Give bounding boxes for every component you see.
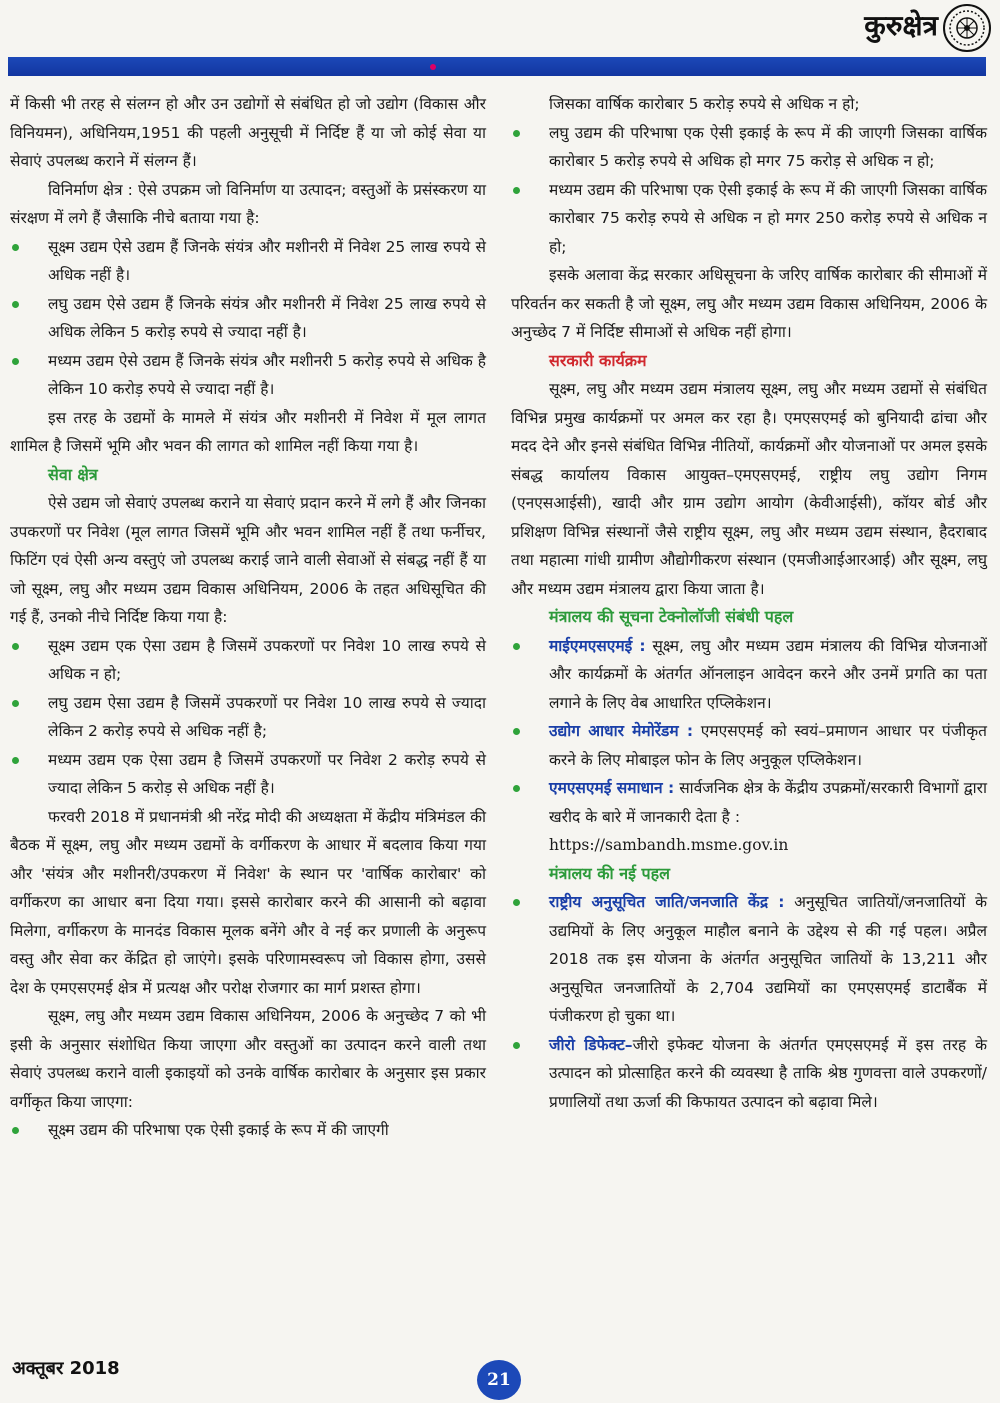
manufacturing-list [10, 233, 486, 404]
item-text: अनुसूचित जातियों/जनजातियों के उद्यमियों के लिए अनुकूल माहौल बनाने के उद्देश्य से की गई पहल। अप्रैल 2018 तक इस योजना के अंतर्गत अनुसूचित जातियों के 13,211 और अनुसूचित जनजातियों के 2,704 उद्यमियों का एमएसएमई डाटाबैंक में पंजीकरण हो चुका था। [549, 893, 987, 1025]
list-item [511, 888, 987, 1031]
classification-list-continued [511, 119, 987, 262]
list-item [511, 717, 987, 774]
magazine-title: कुरुक्षेत्र [864, 9, 938, 42]
section-heading-new-initiatives: मंत्रालय की नई पहल [549, 863, 670, 883]
service-list [10, 632, 486, 803]
paragraph: इस तरह के उद्यमों के मामले में संयंत्र और मशीनरी में निवेश में मूल लागत शामिल है जिसमें भूमि और भवन की लागत को शामिल नहीं किया गया है। [10, 408, 486, 455]
list-item: सूक्ष्म उद्यम एक ऐसा उद्यम है जिसमें उपकरणों पर निवेश 10 लाख रुपये से अधिक न हो; [10, 632, 486, 689]
list-item: लघु उद्यम की परिभाषा एक ऐसी इकाई के रूप में की जाएगी जिसका वार्षिक कारोबार 5 करोड़ रुपये से अधिक हो मगर 75 करोड़ से अधिक न हो; [511, 119, 987, 176]
new-initiatives-list [511, 888, 987, 1116]
header-band-dot [430, 64, 436, 70]
right-column [511, 90, 987, 1116]
item-text: एमएसएमई को स्वयं–प्रमाणन आधार पर पंजीकृत करने के लिए मोबाइल फोन के लिए अनुकूल एप्लिकेशन। [549, 722, 987, 769]
section-heading-service: सेवा क्षेत्र [48, 464, 98, 484]
keyword: जीरो डिफेक्ट– [549, 1035, 633, 1054]
section-heading-it-initiatives: मंत्रालय की सूचना टेक्नोलॉजी संबंधी पहल [549, 607, 794, 626]
list-item: मध्यम उद्यम की परिभाषा एक ऐसी इकाई के रूप में की जाएगी जिसका वार्षिक कारोबार 75 करोड़ रुपये से अधिक न हो मगर 250 करोड़ रुपये से अधिक न हो; [511, 176, 987, 262]
list-item: सूक्ष्म उद्यम की परिभाषा एक ऐसी इकाई के रूप में की जाएगी [10, 1116, 486, 1145]
paragraph: विनिर्माण क्षेत्र : ऐसे उपक्रम जो विनिर्माण या उत्पादन; वस्तुओं के प्रसंस्करण या संरक्षण में लगे हैं जैसाकि नीचे बताया गया है: [10, 180, 486, 227]
list-item: मध्यम उद्यम ऐसे उद्यम हैं जिनके संयंत्र और मशीनरी 5 करोड़ रुपये से अधिक है लेकिन 10 करोड़ रुपये से ज्यादा नहीं है। [10, 347, 486, 404]
emblem-icon [942, 3, 992, 53]
paragraph: में किसी भी तरह से संलग्न हो और उन उद्योगों से संबंधित हो जो उद्योग (विकास और विनियमन), अधिनियम,1951 की पहली अनुसूची में निर्दिष्ट हैं या जो कोई सेवा या सेवाएं उपलब्ध कराने में संलग्न हैं। [10, 95, 486, 170]
item-text: सूक्ष्म, लघु और मध्यम उद्यम मंत्रालय की विभिन्न योजनाओं और कार्यक्रमों के अंतर्गत ऑनलाइन आवेदन करने और उनमें प्रगति का पता लगाने के लिए वेब आधारित एप्लिकेशन। [549, 636, 987, 712]
item-text: सार्वजनिक क्षेत्र के केंद्रीय उपक्रमों/सरकारी विभागों द्वारा खरीद के बारे में जानकारी देता है : [549, 779, 988, 826]
it-initiatives-list [511, 632, 987, 860]
keyword: माईएमएसएमई : [549, 636, 646, 655]
list-item: लघु उद्यम ऐसे उद्यम हैं जिनके संयंत्र और मशीनरी में निवेश 25 लाख रुपये से अधिक लेकिन 5 करोड़ रुपये से ज्यादा नहीं है। [10, 290, 486, 347]
sambandh-url: https://sambandh.msme.gov.in [549, 836, 789, 854]
paragraph: सूक्ष्म, लघु और मध्यम उद्यम विकास अधिनियम, 2006 के अनुच्छेद 7 को भी इसी के अनुसार संशोधित किया जाएगा और वस्तुओं का उत्पादन करने वाली तथा सेवाएं उपलब्ध कराने वाली इकाइयों को उनके वार्षिक कारोबार के अनुसार इस प्रकार वर्गीकृत किया जाएगा: [10, 1007, 486, 1111]
left-column [10, 90, 486, 1145]
keyword: उद्योग आधार मेमोरेंडम : [549, 722, 694, 740]
paragraph-continued: जिसका वार्षिक कारोबार 5 करोड़ रुपये से अधिक न हो; [549, 95, 860, 113]
paragraph: इसके अलावा केंद्र सरकार अधिसूचना के जरिए वार्षिक कारोबार की सीमाओं में परिवर्तन कर सकती है जो सूक्ष्म, लघु और मध्यम उद्यम विकास अधिनियम, 2006 के अनुच्छेद 7 में निर्दिष्ट सीमाओं से अधिक नहीं होगा। [511, 266, 987, 341]
header-band [8, 57, 986, 76]
item-text: जीरो इफेक्ट योजना के अंतर्गत एमएसएमई में इस तरह के उत्पादन को प्रोत्साहित करने की व्यवस्था है ताकि श्रेष्ठ गुणवत्ता वाले उपकरणों/ प्रणालियों तथा ऊर्जा की किफायत उत्पादन को बढ़ावा मिले। [549, 1035, 987, 1111]
list-item: सूक्ष्म उद्यम ऐसे उद्यम हैं जिनके संयंत्र और मशीनरी में निवेश 25 लाख रुपये से अधिक नहीं है। [10, 233, 486, 290]
keyword: राष्ट्रीय अनुसूचित जाति/जनजाति केंद्र : [549, 893, 785, 911]
list-item: लघु उद्यम ऐसा उद्यम है जिसमें उपकरणों पर निवेश 10 लाख रुपये से ज्यादा लेकिन 2 करोड़ रुपये से अधिक नहीं है; [10, 689, 486, 746]
footer-date: अक्तूबर 2018 [12, 1358, 120, 1379]
section-heading-government-programs: सरकारी कार्यक्रम [549, 350, 647, 370]
paragraph: ऐसे उद्यम जो सेवाएं उपलब्ध कराने या सेवाएं प्रदान करने में लगे हैं और जिनका उपकरणों पर निवेश (मूल लागत जिसमें भूमि और भवन शामिल नहीं हैं तथा फर्नीचर, फिटिंग एवं ऐसी अन्य वस्तुएं जो उपलब्ध कराई जाने वाली सेवाओं से संबद्ध नहीं हैं या जो सूक्ष्म, लघु और मध्यम उद्यम विकास अधिनियम, 2006 के तहत अधिसूचित की गई हैं, उनको नीचे निर्दिष्ट किया गया है: [10, 494, 486, 626]
list-item [511, 632, 987, 718]
masthead [0, 0, 1000, 80]
paragraph: फरवरी 2018 में प्रधानमंत्री श्री नरेंद्र मोदी की अध्यक्षता में केंद्रीय मंत्रिमंडल की बैठक में सूक्ष्म, लघु और मध्यम उद्यमों के वर्गीकरण के आधार में बदलाव किया गया और 'संयंत्र और मशीनरी/उपकरण में निवेश' के स्थान पर 'वार्षिक कारोबार' को वर्गीकरण का आधार बना दिया गया। इससे कारोबार करने की आसानी को बढ़ावा मिलेगा, वर्गीकरण के मानदंड विकास मूलक बनेंगे और वे नई कर प्रणाली के अनुरूप वस्तु और सेवा कर केंद्रित हो जाएंगे। इसके परिणामस्वरूप जो विकास होगा, उससे देश के एमएसएमई क्षेत्र में प्रत्यक्ष और परोक्ष रोजगार का मार्ग प्रशस्त होगा। [10, 807, 486, 997]
page-number: 21 [477, 1360, 521, 1400]
keyword: एमएसएमई समाधान : [549, 779, 675, 797]
list-item [511, 774, 987, 860]
list-item: मध्यम उद्यम एक ऐसा उद्यम है जिसमें उपकरणों पर निवेश 2 करोड़ रुपये से ज्यादा लेकिन 5 करोड़ से अधिक नहीं है। [10, 746, 486, 803]
paragraph: सूक्ष्म, लघु और मध्यम उद्यम मंत्रालय सूक्ष्म, लघु और मध्यम उद्यमों से संबंधित विभिन्न प्रमुख कार्यक्रमों पर अमल कर रहा है। एमएसएमई को बुनियादी ढांचा और मदद देने और इनसे संबंधित विभिन्न नीतियों, कार्यक्रमों और योजनाओं पर अमल इसके संबद्ध कार्यालय विकास आयुक्त–एमएसएमई, राष्ट्रीय लघु उद्योग निगम (एनएसआईसी), खादी और ग्राम उद्योग आयोग (केवीआईसी), कॉयर बोर्ड और प्रशिक्षण विभिन्न संस्थानों जैसे राष्ट्रीय सूक्ष्म, लघु और मध्यम उद्यम संस्थान, हैदराबाद तथा महात्मा गांधी ग्रामीण औद्योगीकरण संस्थान (एमजीआईआरआई) और सूक्ष्म, लघु और मध्यम उद्यम मंत्रालय द्वारा किया जाता है। [511, 380, 987, 598]
list-item [511, 1031, 987, 1117]
classification-list [10, 1116, 486, 1145]
